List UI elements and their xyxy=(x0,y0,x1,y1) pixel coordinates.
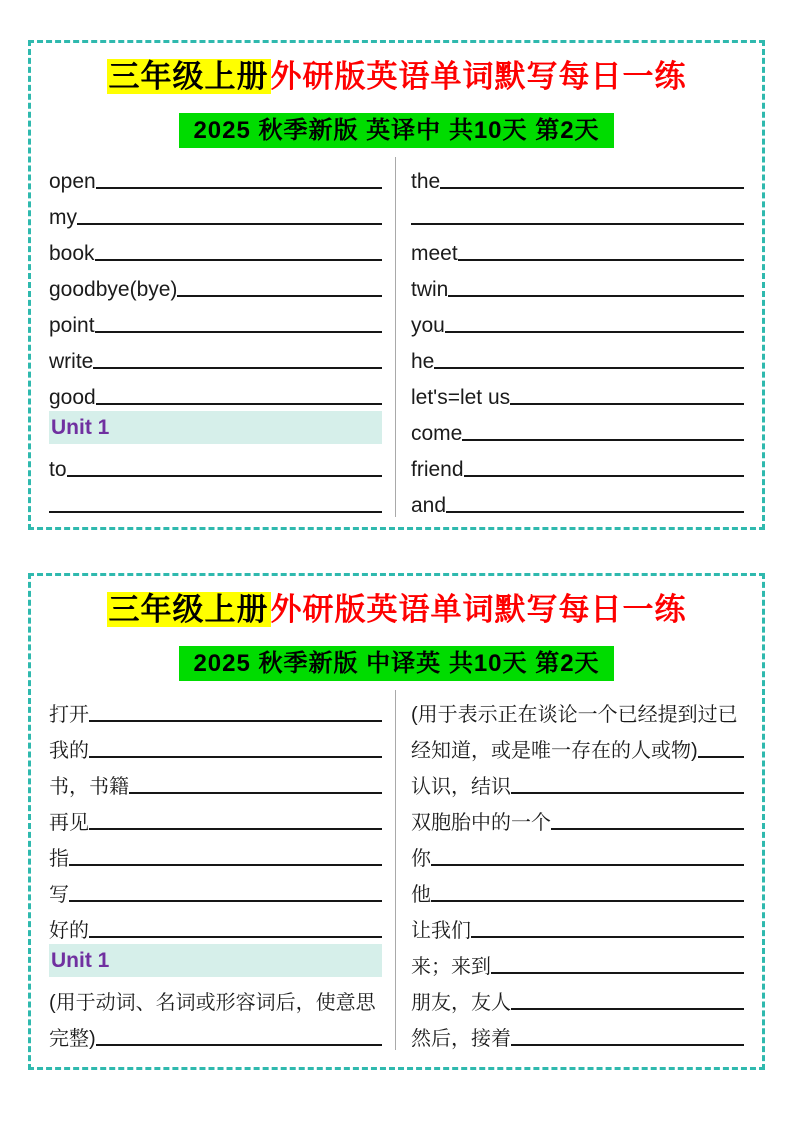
vocab-word: 然后，接着 xyxy=(411,1028,511,1050)
vocab-word: my xyxy=(49,205,77,229)
unit-label: Unit 1 xyxy=(51,948,110,972)
blank-row xyxy=(411,193,744,229)
edition-day-badge: 2025 秋季新版 中译英 共10天 第2天 xyxy=(179,646,613,681)
vocab-row xyxy=(411,409,744,445)
vocab-row xyxy=(411,834,744,870)
vocab-row xyxy=(49,229,382,265)
vocab-row xyxy=(49,870,382,906)
page-title xyxy=(31,56,762,98)
answer-blank-line xyxy=(698,756,744,758)
title-text: 外研版英语单词默写每日一练 xyxy=(270,592,687,627)
answer-blank-line xyxy=(440,187,744,189)
vocab-row xyxy=(411,445,744,481)
worksheet-card-chinese-to-english xyxy=(28,573,765,1070)
vocab-row xyxy=(411,798,744,834)
vocab-row xyxy=(411,265,744,301)
vocab-row xyxy=(411,337,744,373)
vocab-row xyxy=(411,978,744,1014)
vocab-row xyxy=(49,726,382,762)
vocab-word: 打开 xyxy=(49,704,89,726)
vocab-row xyxy=(411,1014,744,1050)
vocab-row xyxy=(411,726,744,762)
vocab-word: 他 xyxy=(411,884,431,906)
answer-blank-line xyxy=(77,223,382,225)
vocab-row xyxy=(49,265,382,301)
vocab-column-left xyxy=(49,157,396,517)
vocab-row xyxy=(411,157,744,193)
answer-blank-line xyxy=(96,1044,382,1046)
vocab-row xyxy=(411,762,744,798)
answer-blank-line xyxy=(511,1044,744,1046)
answer-blank-line xyxy=(446,511,744,513)
vocab-row xyxy=(49,798,382,834)
vocab-word: 好的 xyxy=(49,920,89,942)
vocab-word: 双胞胎中的一个 xyxy=(411,812,551,834)
vocab-row xyxy=(49,337,382,373)
answer-blank-line xyxy=(434,367,744,369)
answer-blank-line xyxy=(464,475,744,477)
answer-blank-line xyxy=(69,864,382,866)
vocab-row xyxy=(49,762,382,798)
answer-blank-line xyxy=(67,475,382,477)
vocab-row xyxy=(411,906,744,942)
unit-header xyxy=(49,411,382,444)
answer-blank-line xyxy=(89,756,382,758)
vocab-column-right xyxy=(396,157,744,517)
vocab-row xyxy=(49,445,382,481)
vocab-row xyxy=(49,690,382,726)
answer-blank-line xyxy=(177,295,382,297)
vocab-row xyxy=(411,942,744,978)
title-text: 外研版英语单词默写每日一练 xyxy=(270,59,687,94)
vocab-word: he xyxy=(411,349,435,373)
answer-blank-line xyxy=(89,720,382,722)
answer-blank-line xyxy=(448,295,744,297)
vocab-word: 朋友，友人 xyxy=(411,992,511,1014)
answer-blank-line xyxy=(511,792,744,794)
prompt-text-row xyxy=(49,978,382,1014)
vocab-row xyxy=(49,193,382,229)
vocab-word: to xyxy=(49,457,67,481)
vocab-row xyxy=(49,301,382,337)
vocab-word: come xyxy=(411,421,463,445)
answer-blank-line xyxy=(96,187,382,189)
vocab-word: meet xyxy=(411,241,458,265)
answer-blank-line xyxy=(95,331,382,333)
vocab-word: 让我们 xyxy=(411,920,471,942)
vocab-columns xyxy=(31,148,762,517)
vocab-row xyxy=(411,373,744,409)
vocab-row xyxy=(49,1014,382,1050)
vocab-word: (用于表示正在谈论一个已经提到过已 xyxy=(411,704,738,726)
unit-header xyxy=(49,944,382,977)
subtitle-row xyxy=(31,113,762,148)
vocab-word: friend xyxy=(411,457,464,481)
vocab-column-right xyxy=(396,690,744,1050)
answer-blank-line xyxy=(95,259,382,261)
vocab-word: 来；来到 xyxy=(411,956,491,978)
vocab-word: 指 xyxy=(49,848,69,870)
vocab-row xyxy=(411,301,744,337)
vocab-word: good xyxy=(49,385,96,409)
vocab-row xyxy=(411,481,744,517)
unit-label: Unit 1 xyxy=(51,415,110,439)
answer-blank-line xyxy=(510,403,744,405)
vocab-row xyxy=(49,157,382,193)
vocab-row xyxy=(49,834,382,870)
vocab-word: 书，书籍 xyxy=(49,776,129,798)
answer-blank-line xyxy=(462,439,744,441)
vocab-column-left xyxy=(49,690,396,1050)
answer-blank-line xyxy=(491,972,744,974)
vocab-word: (用于动词、名词或形容词后，使意思 xyxy=(49,992,376,1014)
worksheet-card-english-to-chinese xyxy=(28,40,765,530)
answer-blank-line xyxy=(471,936,744,938)
answer-blank-line xyxy=(551,828,744,830)
vocab-word: 再见 xyxy=(49,812,89,834)
vocab-word: and xyxy=(411,493,447,517)
vocab-word: twin xyxy=(411,277,449,301)
answer-blank-line xyxy=(458,259,744,261)
prompt-text-row xyxy=(411,690,744,726)
vocab-word: book xyxy=(49,241,95,265)
grade-title-highlight: 三年级上册 xyxy=(108,59,269,94)
vocab-row xyxy=(411,229,744,265)
page-title xyxy=(31,589,762,631)
vocab-word: goodbye(bye) xyxy=(49,277,178,301)
answer-blank-line xyxy=(89,936,382,938)
answer-blank-line xyxy=(89,828,382,830)
vocab-word: write xyxy=(49,349,94,373)
vocab-word: 经知道，或是唯一存在的人或物) xyxy=(411,740,698,762)
vocab-word: 你 xyxy=(411,848,431,870)
vocab-word: 写 xyxy=(49,884,69,906)
blank-row xyxy=(49,481,382,517)
answer-blank-line xyxy=(93,367,382,369)
answer-blank-line xyxy=(431,900,744,902)
vocab-word: the xyxy=(411,169,441,193)
vocab-word: 认识，结识 xyxy=(411,776,511,798)
vocab-row xyxy=(411,870,744,906)
vocab-word: let's=let us xyxy=(411,385,511,409)
vocab-word: 完整) xyxy=(49,1028,96,1050)
answer-blank-line xyxy=(69,900,382,902)
answer-blank-line xyxy=(511,1008,744,1010)
subtitle-row xyxy=(31,646,762,681)
answer-blank-line xyxy=(49,511,382,513)
vocab-row xyxy=(49,373,382,409)
vocab-word: 我的 xyxy=(49,740,89,762)
vocab-row xyxy=(49,906,382,942)
vocab-columns xyxy=(31,681,762,1050)
answer-blank-line xyxy=(96,403,382,405)
vocab-word: point xyxy=(49,313,95,337)
vocab-word: open xyxy=(49,169,96,193)
answer-blank-line xyxy=(129,792,382,794)
answer-blank-line xyxy=(445,331,744,333)
answer-blank-line xyxy=(431,864,744,866)
grade-title-highlight: 三年级上册 xyxy=(108,592,269,627)
answer-blank-line xyxy=(411,223,744,225)
vocab-word: you xyxy=(411,313,445,337)
edition-day-badge: 2025 秋季新版 英译中 共10天 第2天 xyxy=(179,113,613,148)
